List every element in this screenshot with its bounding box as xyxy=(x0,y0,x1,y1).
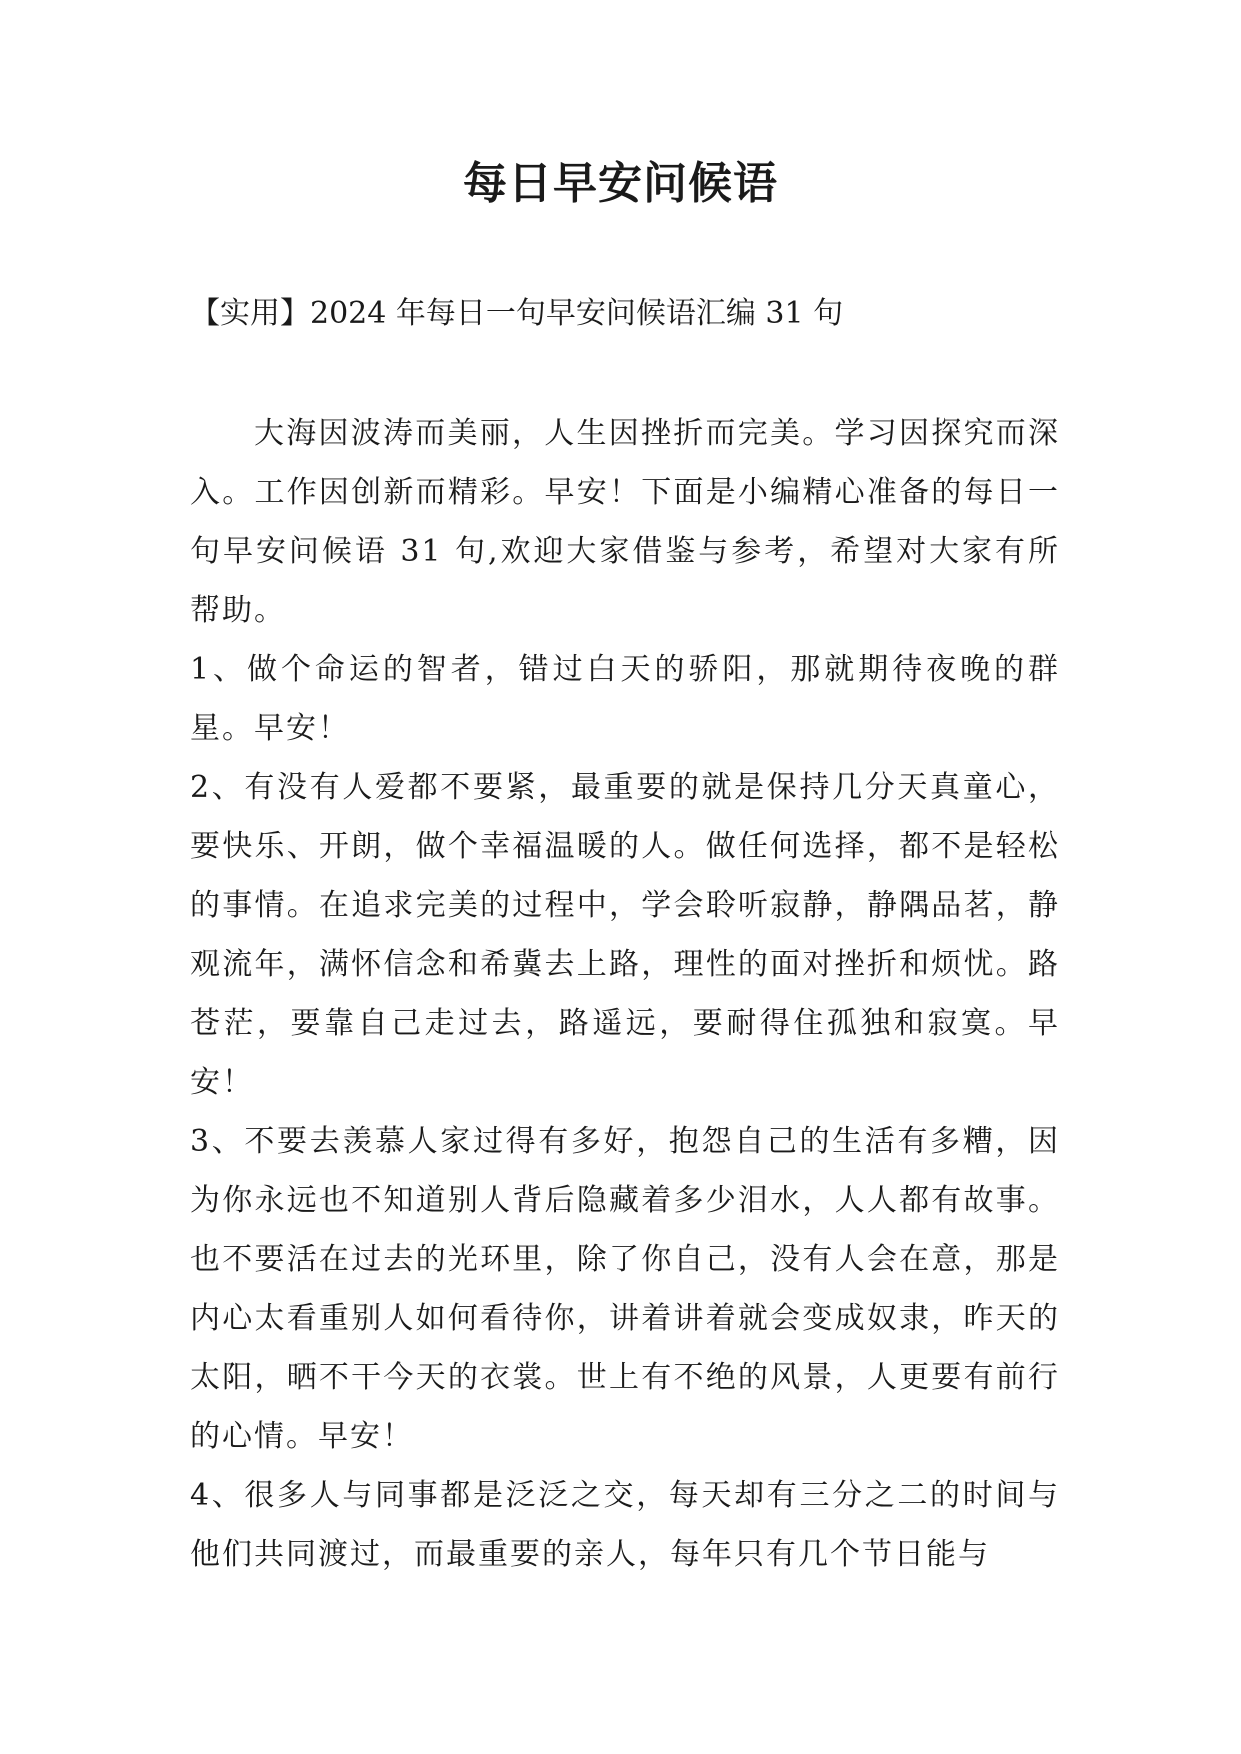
list-item: 2、有没有人爱都不要紧，最重要的就是保持几分天真童心，要快乐、开朗，做个幸福温暖的人。做任何选择，都不是轻松的事情。在追求完美的过程中，学会聆听寂静，静隅品茗，静观流年，满怀信念和希冀去上路，理性的面对挫折和烦忧。路苍茫，要靠自己走过去，路遥远，要耐得住孤独和寂寞。早安！ xyxy=(190,770,1060,1100)
list-item: 4、很多人与同事都是泛泛之交，每天却有三分之二的时间与他们共同渡过，而最重要的亲人，每年只有几个节日能与 xyxy=(190,1478,1060,1572)
list-item: 3、不要去羡慕人家过得有多好，抱怨自己的生活有多糟，因为你永远也不知道别人背后隐藏着多少泪水，人人都有故事。也不要活在过去的光环里，除了你自己，没有人会在意，那是内心太看重别人如何看待你，讲着讲着就会变成奴隶，昨天的太阳，晒不干今天的衣裳。世上有不绝的风景，人更要有前行的心情。早安！ xyxy=(190,1124,1060,1454)
document-subtitle: 【实用】2024 年每日一句早安问候语汇编 31 句 xyxy=(190,296,844,331)
intro-paragraph: 大海因波涛而美丽，人生因挫折而完美。学习因探究而深入。工作因创新而精彩。早安！下面是小编精心准备的每日一句早安问候语 31 句,欢迎大家借鉴与参考，希望对大家有所帮助。 xyxy=(190,416,1060,628)
document-body xyxy=(190,404,1060,1584)
document-title: 每日早安问候语 xyxy=(463,158,778,209)
list-item: 1、做个命运的智者，错过白天的骄阳，那就期待夜晚的群星。早安！ xyxy=(190,652,1060,746)
